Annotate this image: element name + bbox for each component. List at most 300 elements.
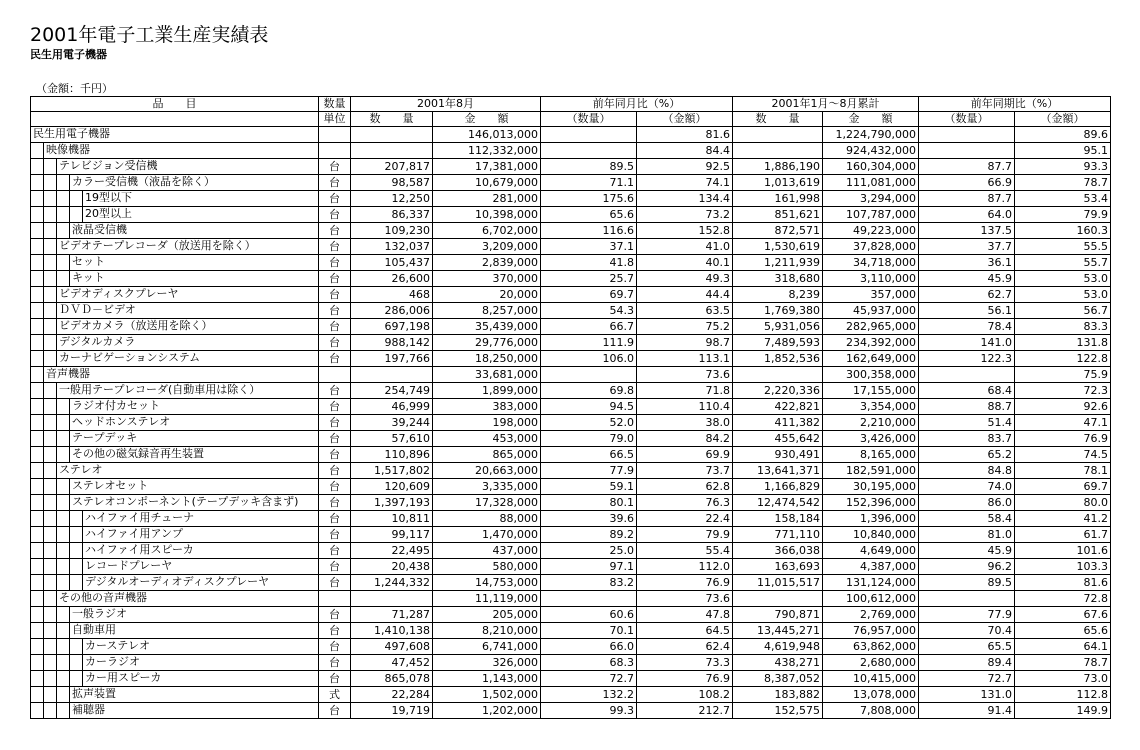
unit-cell: 台 xyxy=(319,527,351,543)
table-row xyxy=(31,511,1111,527)
cum-amount-ratio-cell: 53.0 xyxy=(1015,287,1111,303)
item-name-cell xyxy=(31,159,319,175)
month-qty-cell: 26,600 xyxy=(351,271,433,287)
item-name-cell xyxy=(31,479,319,495)
indent-gutter xyxy=(31,207,44,222)
month-qty-cell: 20,438 xyxy=(351,559,433,575)
cum-qty-cell: 455,642 xyxy=(733,431,823,447)
cum-qty-cell: 13,445,271 xyxy=(733,623,823,639)
cum-qty-ratio-cell: 45.9 xyxy=(919,271,1015,287)
item-name-label: 20型以上 xyxy=(85,207,132,220)
indent-gutter xyxy=(57,223,70,238)
cum-amount-cell: 1,396,000 xyxy=(823,511,919,527)
page-title: 2001年電子工業生産実績表 xyxy=(30,24,269,46)
item-name-label: 映像機器 xyxy=(46,143,90,156)
indent-gutter xyxy=(70,559,83,574)
cum-qty-ratio-cell: 37.7 xyxy=(919,239,1015,255)
unit-cell: 台 xyxy=(319,271,351,287)
item-name-label: カーステレオ xyxy=(85,639,151,652)
header-cum-qty-pct: （数量） xyxy=(919,112,1015,127)
header-cum-amount-pct: （金額） xyxy=(1015,112,1111,127)
month-qty-ratio-cell: 83.2 xyxy=(541,575,637,591)
indent-gutter xyxy=(31,703,44,718)
month-amount-cell: 14,753,000 xyxy=(433,575,541,591)
month-amount-ratio-cell: 84.2 xyxy=(637,431,733,447)
indent-gutter xyxy=(44,575,57,590)
month-qty-cell: 132,037 xyxy=(351,239,433,255)
indent-gutter xyxy=(44,623,57,638)
item-name-label: 19型以下 xyxy=(85,191,132,204)
month-qty-ratio-cell xyxy=(541,127,637,143)
cum-amount-cell: 45,937,000 xyxy=(823,303,919,319)
indent-gutter xyxy=(31,239,44,254)
month-qty-ratio-cell: 71.1 xyxy=(541,175,637,191)
month-amount-ratio-cell: 112.0 xyxy=(637,559,733,575)
month-qty-cell: 22,495 xyxy=(351,543,433,559)
indent-gutter xyxy=(44,175,57,190)
table-row xyxy=(31,623,1111,639)
unit-cell: 台 xyxy=(319,175,351,191)
cum-qty-ratio-cell: 77.9 xyxy=(919,607,1015,623)
month-amount-ratio-cell: 98.7 xyxy=(637,335,733,351)
cum-qty-cell: 790,871 xyxy=(733,607,823,623)
month-qty-ratio-cell: 72.7 xyxy=(541,671,637,687)
table-row xyxy=(31,591,1111,607)
table-row xyxy=(31,319,1111,335)
month-amount-ratio-cell: 41.0 xyxy=(637,239,733,255)
month-qty-cell: 120,609 xyxy=(351,479,433,495)
table-row xyxy=(31,335,1111,351)
month-amount-ratio-cell: 62.4 xyxy=(637,639,733,655)
cum-amount-cell: 924,432,000 xyxy=(823,143,919,159)
month-qty-ratio-cell: 65.6 xyxy=(541,207,637,223)
indent-gutter xyxy=(31,495,44,510)
item-name-label: ラジオ付カセット xyxy=(72,399,160,412)
unit-cell: 台 xyxy=(319,159,351,175)
unit-cell: 台 xyxy=(319,383,351,399)
month-qty-ratio-cell: 25.0 xyxy=(541,543,637,559)
cum-amount-cell: 2,210,000 xyxy=(823,415,919,431)
item-name-label: ステレオコンポーネント(テープデッキ含まず) xyxy=(72,495,299,508)
unit-cell: 台 xyxy=(319,655,351,671)
table-row xyxy=(31,655,1111,671)
month-amount-ratio-cell: 63.5 xyxy=(637,303,733,319)
month-amount-ratio-cell: 62.8 xyxy=(637,479,733,495)
cum-amount-cell: 4,387,000 xyxy=(823,559,919,575)
cum-qty-cell: 1,166,829 xyxy=(733,479,823,495)
indent-gutter xyxy=(31,671,44,686)
cum-amount-cell: 34,718,000 xyxy=(823,255,919,271)
indent-gutter xyxy=(70,527,83,542)
month-qty-cell: 1,410,138 xyxy=(351,623,433,639)
indent-gutter xyxy=(31,415,44,430)
indent-gutter xyxy=(31,351,44,366)
item-name-cell xyxy=(31,255,319,271)
table-row xyxy=(31,303,1111,319)
table-row xyxy=(31,175,1111,191)
item-name-label: 自動車用 xyxy=(72,623,116,636)
cum-qty-cell xyxy=(733,127,823,143)
cum-qty-cell: 4,619,948 xyxy=(733,639,823,655)
cum-amount-ratio-cell: 78.1 xyxy=(1015,463,1111,479)
indent-gutter xyxy=(44,207,57,222)
indent-gutter xyxy=(57,559,70,574)
month-qty-ratio-cell: 79.0 xyxy=(541,431,637,447)
indent-gutter xyxy=(57,511,70,526)
item-name-label: セット xyxy=(72,255,105,268)
cum-amount-ratio-cell: 64.1 xyxy=(1015,639,1111,655)
indent-gutter xyxy=(70,639,83,654)
month-amount-cell: 1,899,000 xyxy=(433,383,541,399)
month-qty-cell: 71,287 xyxy=(351,607,433,623)
month-amount-ratio-cell: 76.9 xyxy=(637,671,733,687)
indent-gutter xyxy=(57,527,70,542)
cum-amount-cell: 282,965,000 xyxy=(823,319,919,335)
indent-gutter xyxy=(44,319,57,334)
cum-amount-ratio-cell: 81.6 xyxy=(1015,575,1111,591)
cum-qty-ratio-cell: 64.0 xyxy=(919,207,1015,223)
item-name-label: ＤＶＤ－ビデオ xyxy=(59,303,136,316)
cum-amount-cell: 234,392,000 xyxy=(823,335,919,351)
month-amount-cell: 1,502,000 xyxy=(433,687,541,703)
indent-gutter xyxy=(57,495,70,510)
table-row xyxy=(31,399,1111,415)
cum-qty-ratio-cell: 87.7 xyxy=(919,191,1015,207)
cum-amount-cell: 63,862,000 xyxy=(823,639,919,655)
cum-amount-ratio-cell: 53.0 xyxy=(1015,271,1111,287)
month-amount-cell: 88,000 xyxy=(433,511,541,527)
cum-qty-ratio-cell: 74.0 xyxy=(919,479,1015,495)
cum-amount-ratio-cell: 41.2 xyxy=(1015,511,1111,527)
unit-cell xyxy=(319,591,351,607)
cum-qty-cell: 930,491 xyxy=(733,447,823,463)
item-name-cell xyxy=(31,623,319,639)
indent-gutter xyxy=(44,239,57,254)
month-qty-ratio-cell: 77.9 xyxy=(541,463,637,479)
indent-gutter xyxy=(44,703,57,718)
unit-cell: 台 xyxy=(319,255,351,271)
indent-gutter xyxy=(70,191,83,206)
cum-qty-cell: 161,998 xyxy=(733,191,823,207)
month-qty-cell: 19,719 xyxy=(351,703,433,719)
indent-gutter xyxy=(57,703,70,718)
indent-gutter xyxy=(31,319,44,334)
cum-qty-ratio-cell: 96.2 xyxy=(919,559,1015,575)
table-row xyxy=(31,687,1111,703)
unit-cell: 台 xyxy=(319,575,351,591)
cum-qty-cell: 8,239 xyxy=(733,287,823,303)
unit-cell xyxy=(319,367,351,383)
cum-amount-cell: 2,769,000 xyxy=(823,607,919,623)
table-row xyxy=(31,495,1111,511)
indent-gutter xyxy=(70,655,83,670)
month-amount-cell: 437,000 xyxy=(433,543,541,559)
cum-qty-cell: 13,641,371 xyxy=(733,463,823,479)
item-name-cell xyxy=(31,495,319,511)
indent-gutter xyxy=(31,591,44,606)
cum-amount-ratio-cell: 160.3 xyxy=(1015,223,1111,239)
cum-qty-ratio-cell: 56.1 xyxy=(919,303,1015,319)
cum-amount-ratio-cell: 72.3 xyxy=(1015,383,1111,399)
cum-amount-cell: 13,078,000 xyxy=(823,687,919,703)
item-name-label: キット xyxy=(72,271,105,284)
cum-amount-ratio-cell: 75.9 xyxy=(1015,367,1111,383)
item-name-label: デジタルオーディオディスクプレーヤ xyxy=(85,575,270,588)
item-name-cell xyxy=(31,543,319,559)
cum-qty-cell: 411,382 xyxy=(733,415,823,431)
header-item-blank xyxy=(31,112,319,127)
month-qty-cell xyxy=(351,127,433,143)
month-qty-ratio-cell: 89.5 xyxy=(541,159,637,175)
month-qty-ratio-cell: 37.1 xyxy=(541,239,637,255)
item-name-cell xyxy=(31,383,319,399)
month-amount-cell: 865,000 xyxy=(433,447,541,463)
cum-amount-ratio-cell: 69.7 xyxy=(1015,479,1111,495)
month-qty-cell: 697,198 xyxy=(351,319,433,335)
month-amount-cell: 29,776,000 xyxy=(433,335,541,351)
month-qty-ratio-cell: 89.2 xyxy=(541,527,637,543)
month-amount-cell: 2,839,000 xyxy=(433,255,541,271)
unit-cell: 式 xyxy=(319,687,351,703)
month-amount-cell: 198,000 xyxy=(433,415,541,431)
item-name-cell xyxy=(31,399,319,415)
item-name-label: カラー受信機（液晶を除く） xyxy=(72,175,215,188)
table-row xyxy=(31,559,1111,575)
cum-qty-ratio-cell xyxy=(919,367,1015,383)
indent-gutter xyxy=(44,495,57,510)
cum-amount-ratio-cell: 79.9 xyxy=(1015,207,1111,223)
item-name-cell xyxy=(31,575,319,591)
cum-amount-ratio-cell: 93.3 xyxy=(1015,159,1111,175)
month-qty-cell: 1,517,802 xyxy=(351,463,433,479)
cum-amount-cell: 357,000 xyxy=(823,287,919,303)
indent-gutter xyxy=(70,543,83,558)
cum-qty-cell: 183,882 xyxy=(733,687,823,703)
cum-qty-ratio-cell: 62.7 xyxy=(919,287,1015,303)
unit-note: （金額：千円） xyxy=(36,82,113,95)
cum-amount-ratio-cell: 78.7 xyxy=(1015,655,1111,671)
cum-qty-ratio-cell: 122.3 xyxy=(919,351,1015,367)
month-amount-ratio-cell: 152.8 xyxy=(637,223,733,239)
month-amount-ratio-cell: 75.2 xyxy=(637,319,733,335)
month-amount-cell: 326,000 xyxy=(433,655,541,671)
month-amount-cell: 10,398,000 xyxy=(433,207,541,223)
indent-gutter xyxy=(31,575,44,590)
indent-gutter xyxy=(31,383,44,398)
cum-amount-cell: 111,081,000 xyxy=(823,175,919,191)
table-row xyxy=(31,479,1111,495)
table-row xyxy=(31,607,1111,623)
indent-gutter xyxy=(31,463,44,478)
month-qty-ratio-cell: 69.8 xyxy=(541,383,637,399)
cum-qty-cell: 318,680 xyxy=(733,271,823,287)
cum-amount-ratio-cell: 55.5 xyxy=(1015,239,1111,255)
header-item: 品 目 xyxy=(31,97,319,112)
cum-amount-ratio-cell: 47.1 xyxy=(1015,415,1111,431)
item-name-cell xyxy=(31,319,319,335)
cum-qty-cell: 1,211,939 xyxy=(733,255,823,271)
header-month-group: 2001年8月 xyxy=(351,97,541,112)
item-name-cell xyxy=(31,367,319,383)
month-amount-ratio-cell: 55.4 xyxy=(637,543,733,559)
item-name-cell xyxy=(31,591,319,607)
item-name-cell xyxy=(31,511,319,527)
table-row xyxy=(31,415,1111,431)
cum-qty-ratio-cell: 36.1 xyxy=(919,255,1015,271)
cum-amount-ratio-cell: 101.6 xyxy=(1015,543,1111,559)
indent-gutter xyxy=(44,543,57,558)
indent-gutter xyxy=(44,303,57,318)
item-name-cell xyxy=(31,463,319,479)
cum-amount-cell: 131,124,000 xyxy=(823,575,919,591)
item-name-label: 一般用テープレコーダ(自動車用は除く） xyxy=(59,383,261,396)
item-name-label: 音声機器 xyxy=(46,367,90,380)
item-name-label: ステレオセット xyxy=(72,479,149,492)
cum-qty-ratio-cell: 137.5 xyxy=(919,223,1015,239)
cum-qty-ratio-cell: 68.4 xyxy=(919,383,1015,399)
month-amount-ratio-cell: 74.1 xyxy=(637,175,733,191)
cum-qty-ratio-cell: 51.4 xyxy=(919,415,1015,431)
indent-gutter xyxy=(31,303,44,318)
month-qty-cell: 105,437 xyxy=(351,255,433,271)
month-amount-ratio-cell: 76.9 xyxy=(637,575,733,591)
indent-gutter xyxy=(44,271,57,286)
indent-gutter xyxy=(57,271,70,286)
indent-gutter xyxy=(31,543,44,558)
indent-gutter xyxy=(31,159,44,174)
table-row xyxy=(31,127,1111,143)
month-amount-ratio-cell: 92.5 xyxy=(637,159,733,175)
cum-amount-ratio-cell: 83.3 xyxy=(1015,319,1111,335)
item-name-label: 拡声装置 xyxy=(72,687,116,700)
indent-gutter xyxy=(31,335,44,350)
indent-gutter xyxy=(57,575,70,590)
indent-gutter xyxy=(44,671,57,686)
indent-gutter xyxy=(31,447,44,462)
cum-amount-ratio-cell: 92.6 xyxy=(1015,399,1111,415)
item-name-cell xyxy=(31,223,319,239)
indent-gutter xyxy=(57,543,70,558)
cum-qty-cell: 872,571 xyxy=(733,223,823,239)
cum-amount-cell: 3,354,000 xyxy=(823,399,919,415)
cum-amount-cell: 100,612,000 xyxy=(823,591,919,607)
month-qty-ratio-cell: 52.0 xyxy=(541,415,637,431)
unit-cell: 台 xyxy=(319,335,351,351)
indent-gutter xyxy=(57,607,70,622)
month-qty-cell: 57,610 xyxy=(351,431,433,447)
cum-qty-cell: 1,852,536 xyxy=(733,351,823,367)
table-row xyxy=(31,159,1111,175)
month-qty-ratio-cell: 39.6 xyxy=(541,511,637,527)
item-name-cell xyxy=(31,239,319,255)
month-qty-cell: 12,250 xyxy=(351,191,433,207)
item-name-cell xyxy=(31,703,319,719)
item-name-cell xyxy=(31,527,319,543)
header-yoy-cum-group: 前年同期比（%） xyxy=(919,97,1111,112)
table-row xyxy=(31,191,1111,207)
item-name-label: ヘッドホンステレオ xyxy=(72,415,171,428)
month-amount-cell: 6,702,000 xyxy=(433,223,541,239)
cum-amount-cell: 4,649,000 xyxy=(823,543,919,559)
cum-amount-ratio-cell: 78.7 xyxy=(1015,175,1111,191)
table-row xyxy=(31,207,1111,223)
month-amount-ratio-cell: 81.6 xyxy=(637,127,733,143)
table-row xyxy=(31,447,1111,463)
cum-amount-cell: 152,396,000 xyxy=(823,495,919,511)
cum-qty-cell: 771,110 xyxy=(733,527,823,543)
month-amount-cell: 20,000 xyxy=(433,287,541,303)
indent-gutter xyxy=(44,527,57,542)
month-amount-cell: 33,681,000 xyxy=(433,367,541,383)
month-qty-ratio-cell: 66.7 xyxy=(541,319,637,335)
header-month-amount: 金 額 xyxy=(433,112,541,127)
unit-cell: 台 xyxy=(319,607,351,623)
indent-gutter xyxy=(57,623,70,638)
month-qty-ratio-cell: 68.3 xyxy=(541,655,637,671)
unit-cell: 台 xyxy=(319,479,351,495)
indent-gutter xyxy=(31,431,44,446)
cum-qty-cell xyxy=(733,591,823,607)
item-name-cell xyxy=(31,415,319,431)
month-qty-ratio-cell: 66.0 xyxy=(541,639,637,655)
month-amount-ratio-cell: 110.4 xyxy=(637,399,733,415)
month-qty-cell: 86,337 xyxy=(351,207,433,223)
cum-qty-ratio-cell: 70.4 xyxy=(919,623,1015,639)
cum-amount-ratio-cell: 73.0 xyxy=(1015,671,1111,687)
cum-qty-ratio-cell xyxy=(919,143,1015,159)
cum-amount-cell: 30,195,000 xyxy=(823,479,919,495)
indent-gutter xyxy=(31,511,44,526)
month-amount-cell: 18,250,000 xyxy=(433,351,541,367)
cum-qty-cell: 8,387,052 xyxy=(733,671,823,687)
item-name-label: その他の音声機器 xyxy=(59,591,147,604)
cum-qty-ratio-cell xyxy=(919,127,1015,143)
indent-gutter xyxy=(44,447,57,462)
item-name-label: 液晶受信機 xyxy=(72,223,127,236)
month-qty-cell: 98,587 xyxy=(351,175,433,191)
month-qty-cell: 110,896 xyxy=(351,447,433,463)
indent-gutter xyxy=(44,607,57,622)
unit-cell: 台 xyxy=(319,703,351,719)
unit-cell xyxy=(319,127,351,143)
cum-qty-cell: 158,184 xyxy=(733,511,823,527)
cum-qty-ratio-cell: 89.4 xyxy=(919,655,1015,671)
item-name-cell xyxy=(31,671,319,687)
month-amount-cell: 1,202,000 xyxy=(433,703,541,719)
cum-qty-ratio-cell: 131.0 xyxy=(919,687,1015,703)
cum-qty-ratio-cell: 91.4 xyxy=(919,703,1015,719)
month-amount-cell: 6,741,000 xyxy=(433,639,541,655)
indent-gutter xyxy=(44,415,57,430)
month-amount-cell: 281,000 xyxy=(433,191,541,207)
month-amount-ratio-cell: 38.0 xyxy=(637,415,733,431)
table-row xyxy=(31,463,1111,479)
month-qty-ratio-cell: 66.5 xyxy=(541,447,637,463)
cum-qty-cell: 422,821 xyxy=(733,399,823,415)
header-cum-group: 2001年1月～8月累計 xyxy=(733,97,919,112)
item-name-label: レコードプレーヤ xyxy=(85,559,173,572)
item-name-label: テレビジョン受信機 xyxy=(59,159,158,172)
month-amount-cell: 580,000 xyxy=(433,559,541,575)
cum-qty-ratio-cell xyxy=(919,591,1015,607)
table-row xyxy=(31,223,1111,239)
cum-amount-cell: 160,304,000 xyxy=(823,159,919,175)
month-amount-ratio-cell: 22.4 xyxy=(637,511,733,527)
item-name-label: その他の磁気録音再生装置 xyxy=(72,447,204,460)
table-row xyxy=(31,527,1111,543)
item-name-cell xyxy=(31,351,319,367)
indent-gutter xyxy=(44,335,57,350)
